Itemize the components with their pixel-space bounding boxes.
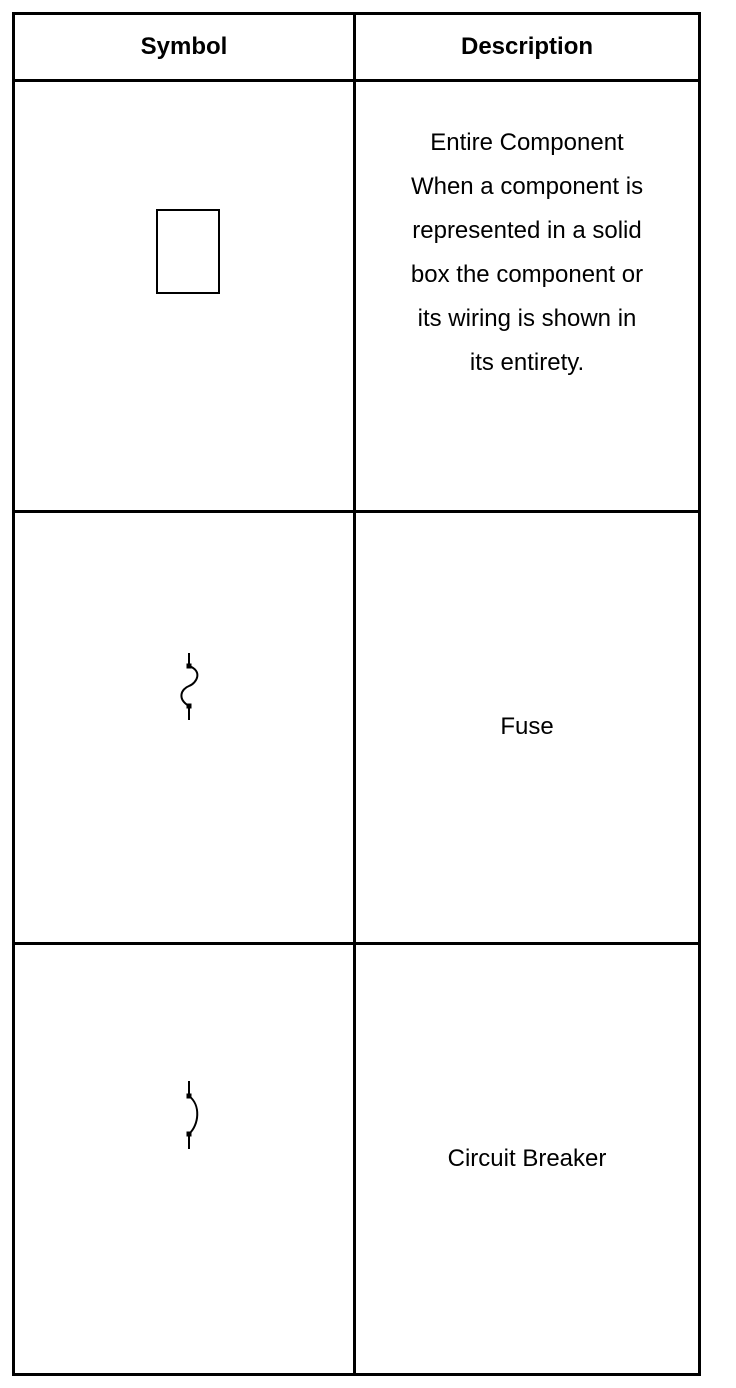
description-text: Entire Component When a component is represented in a solid box the component or its wiring is shown in its entirety. xyxy=(410,129,644,377)
fuse-icon xyxy=(179,653,199,723)
description-cell xyxy=(355,81,700,512)
symbol-cell xyxy=(14,81,355,512)
table-row xyxy=(14,512,700,943)
table-header-row xyxy=(14,14,700,81)
solid-box-icon xyxy=(156,209,220,294)
symbol-column-header: Symbol xyxy=(14,14,355,81)
description-column-header: Description xyxy=(355,14,700,81)
symbol-description-table xyxy=(12,12,701,1376)
table-row xyxy=(14,943,700,1374)
description-cell xyxy=(355,512,700,943)
circuit-breaker-icon xyxy=(179,1081,199,1151)
description-cell xyxy=(355,943,700,1374)
table-row xyxy=(14,81,700,512)
description-text: Fuse xyxy=(500,713,554,741)
symbol-cell xyxy=(14,512,355,943)
description-text: Circuit Breaker xyxy=(447,1144,607,1172)
symbol-cell xyxy=(14,943,355,1374)
